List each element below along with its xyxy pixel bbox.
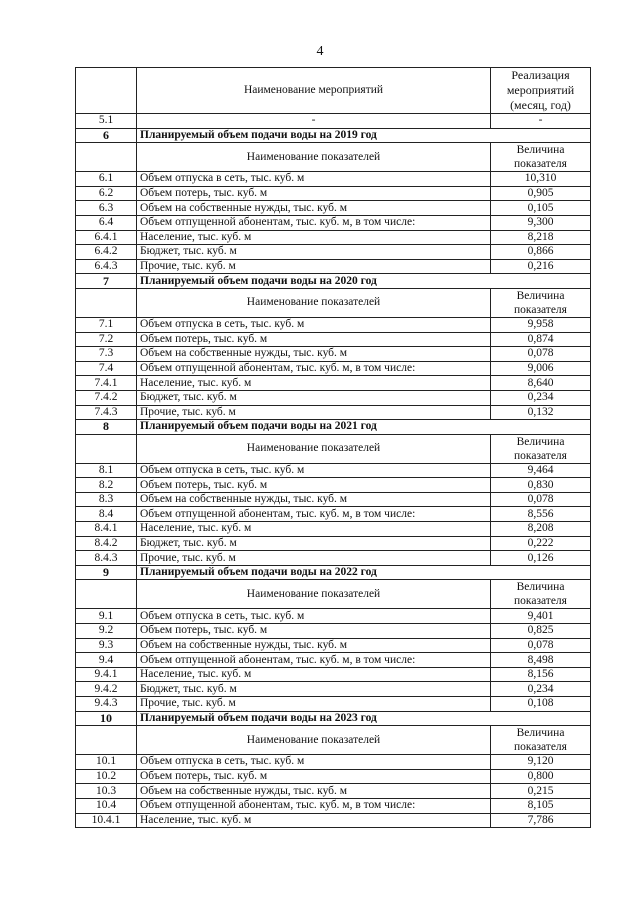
table-row <box>76 390 591 405</box>
row-num: 8.3 <box>76 492 137 507</box>
header-num-cell <box>76 68 137 114</box>
section-number: 7 <box>76 274 137 289</box>
indicator-header-num-cell <box>76 434 137 463</box>
table-row <box>76 813 591 828</box>
indicator-header-num-cell <box>76 580 137 609</box>
row-value: 8,105 <box>491 798 591 813</box>
row-num: 6.4.2 <box>76 245 137 260</box>
table-row <box>76 638 591 653</box>
section-title: Планируемый объем подачи воды на 2022 год <box>137 565 591 580</box>
row-num: 6.3 <box>76 201 137 216</box>
row-value: 0,126 <box>491 551 591 566</box>
row-num: 8.4.3 <box>76 551 137 566</box>
table-row <box>76 230 591 245</box>
row-name: Объем потерь, тыс. куб. м <box>137 186 491 201</box>
row-value: 9,464 <box>491 463 591 478</box>
indicator-header-name: Наименование показателей <box>137 288 491 317</box>
row-value: 0,215 <box>491 784 591 799</box>
row-name: Объем отпущенной абонентам, тыс. куб. м, в том числе: <box>137 653 491 668</box>
table-body <box>76 68 591 828</box>
row-name: Прочие, тыс. куб. м <box>137 259 491 274</box>
row-name: Объем на собственные нужды, тыс. куб. м <box>137 347 491 362</box>
row-value: 0,234 <box>491 682 591 697</box>
row-value: 0,800 <box>491 769 591 784</box>
row-name: Объем отпущенной абонентам, тыс. куб. м, в том числе: <box>137 215 491 230</box>
indicator-header-name: Наименование показателей <box>137 580 491 609</box>
row-value: 0,108 <box>491 697 591 712</box>
row-value: 0,105 <box>491 201 591 216</box>
section-title: Планируемый объем подачи воды на 2023 год <box>137 711 591 726</box>
table-row <box>76 463 591 478</box>
table-row <box>76 609 591 624</box>
row-name: - <box>137 114 491 129</box>
table-row <box>76 478 591 493</box>
row-num: 7.4.1 <box>76 376 137 391</box>
row-value: 9,958 <box>491 317 591 332</box>
table-row <box>76 653 591 668</box>
row-num: 8.2 <box>76 478 137 493</box>
indicator-header-name: Наименование показателей <box>137 726 491 755</box>
table-row <box>76 201 591 216</box>
row-value: 8,208 <box>491 522 591 537</box>
section-title-row <box>76 128 591 143</box>
row-num: 7.2 <box>76 332 137 347</box>
indicator-header-row <box>76 726 591 755</box>
row-value: 0,216 <box>491 259 591 274</box>
row-value: 0,825 <box>491 624 591 639</box>
row-num: 8.4.1 <box>76 522 137 537</box>
row-num: 7.3 <box>76 347 137 362</box>
row-num: 6.4.3 <box>76 259 137 274</box>
row-value: 9,401 <box>491 609 591 624</box>
row-value: - <box>491 114 591 129</box>
row-name: Прочие, тыс. куб. м <box>137 697 491 712</box>
row-value: 9,120 <box>491 755 591 770</box>
table-row <box>76 507 591 522</box>
section-number: 10 <box>76 711 137 726</box>
indicator-header-num-cell <box>76 288 137 317</box>
row-name: Население, тыс. куб. м <box>137 230 491 245</box>
section-number: 6 <box>76 128 137 143</box>
table-row <box>76 536 591 551</box>
row-num: 10.4 <box>76 798 137 813</box>
table-row <box>76 697 591 712</box>
table-row <box>76 784 591 799</box>
row-num: 6.4.1 <box>76 230 137 245</box>
row-value: 0,866 <box>491 245 591 260</box>
table-row <box>76 624 591 639</box>
table-row <box>76 755 591 770</box>
indicator-header-value: Величина показателя <box>491 726 591 755</box>
row-value: 8,498 <box>491 653 591 668</box>
row-name: Бюджет, тыс. куб. м <box>137 245 491 260</box>
row-name: Бюджет, тыс. куб. м <box>137 536 491 551</box>
row-value: 9,300 <box>491 215 591 230</box>
section-title: Планируемый объем подачи воды на 2021 год <box>137 420 591 435</box>
section-number: 9 <box>76 565 137 580</box>
row-name: Население, тыс. куб. м <box>137 376 491 391</box>
row-num: 10.1 <box>76 755 137 770</box>
row-num: 10.2 <box>76 769 137 784</box>
section-title-row <box>76 420 591 435</box>
table-row <box>76 186 591 201</box>
row-num: 9.4.1 <box>76 667 137 682</box>
row-value: 0,830 <box>491 478 591 493</box>
table-row <box>76 667 591 682</box>
indicator-header-row <box>76 143 591 172</box>
row-value: 0,905 <box>491 186 591 201</box>
row-num: 7.4.2 <box>76 390 137 405</box>
row-num: 6.4 <box>76 215 137 230</box>
row-value: 8,556 <box>491 507 591 522</box>
indicator-header-value: Величина показателя <box>491 143 591 172</box>
row-value: 8,218 <box>491 230 591 245</box>
row-value: 10,310 <box>491 172 591 187</box>
row-num: 9.4.3 <box>76 697 137 712</box>
table-row <box>76 798 591 813</box>
row-value: 8,156 <box>491 667 591 682</box>
row-value: 0,234 <box>491 390 591 405</box>
section-title: Планируемый объем подачи воды на 2019 год <box>137 128 591 143</box>
row-num: 9.4 <box>76 653 137 668</box>
row-value: 0,078 <box>491 492 591 507</box>
row-value: 0,132 <box>491 405 591 420</box>
row-name: Объем отпуска в сеть, тыс. куб. м <box>137 609 491 624</box>
row-name: Объем отпущенной абонентам, тыс. куб. м, в том числе: <box>137 361 491 376</box>
section-title-row <box>76 711 591 726</box>
row-num: 5.1 <box>76 114 137 129</box>
indicator-header-value: Величина показателя <box>491 580 591 609</box>
section-number: 8 <box>76 420 137 435</box>
row-value: 0,222 <box>491 536 591 551</box>
row-name: Население, тыс. куб. м <box>137 522 491 537</box>
row-name: Объем на собственные нужды, тыс. куб. м <box>137 492 491 507</box>
table-row <box>76 682 591 697</box>
header-name-cell: Наименование мероприятий <box>137 68 491 114</box>
row-name: Население, тыс. куб. м <box>137 813 491 828</box>
indicator-header-row <box>76 288 591 317</box>
indicator-header-num-cell <box>76 726 137 755</box>
table-row <box>76 114 591 129</box>
water-supply-table <box>75 67 591 828</box>
row-num: 9.1 <box>76 609 137 624</box>
table-header-row <box>76 68 591 114</box>
table-row <box>76 215 591 230</box>
row-name: Объем отпущенной абонентам, тыс. куб. м, в том числе: <box>137 507 491 522</box>
table-row <box>76 332 591 347</box>
row-name: Объем потерь, тыс. куб. м <box>137 478 491 493</box>
row-name: Прочие, тыс. куб. м <box>137 551 491 566</box>
row-name: Бюджет, тыс. куб. м <box>137 682 491 697</box>
table-row <box>76 347 591 362</box>
indicator-header-row <box>76 580 591 609</box>
row-num: 8.4 <box>76 507 137 522</box>
header-value-cell: Реализация мероприятий (месяц, год) <box>491 68 591 114</box>
row-value: 0,078 <box>491 347 591 362</box>
row-value: 8,640 <box>491 376 591 391</box>
table-row <box>76 376 591 391</box>
row-num: 10.3 <box>76 784 137 799</box>
row-name: Объем отпуска в сеть, тыс. куб. м <box>137 463 491 478</box>
row-num: 8.4.2 <box>76 536 137 551</box>
section-title: Планируемый объем подачи воды на 2020 год <box>137 274 591 289</box>
table-row <box>76 317 591 332</box>
table-row <box>76 551 591 566</box>
row-name: Объем на собственные нужды, тыс. куб. м <box>137 638 491 653</box>
table-row <box>76 492 591 507</box>
indicator-header-value: Величина показателя <box>491 288 591 317</box>
row-name: Объем отпущенной абонентам, тыс. куб. м, в том числе: <box>137 798 491 813</box>
row-num: 9.3 <box>76 638 137 653</box>
table-row <box>76 361 591 376</box>
row-name: Население, тыс. куб. м <box>137 667 491 682</box>
row-value: 0,874 <box>491 332 591 347</box>
table-row <box>76 769 591 784</box>
row-name: Объем отпуска в сеть, тыс. куб. м <box>137 755 491 770</box>
row-name: Объем потерь, тыс. куб. м <box>137 332 491 347</box>
table-row <box>76 522 591 537</box>
row-value: 9,006 <box>491 361 591 376</box>
row-num: 8.1 <box>76 463 137 478</box>
table-row <box>76 405 591 420</box>
row-name: Объем на собственные нужды, тыс. куб. м <box>137 201 491 216</box>
row-num: 10.4.1 <box>76 813 137 828</box>
row-name: Объем на собственные нужды, тыс. куб. м <box>137 784 491 799</box>
row-name: Бюджет, тыс. куб. м <box>137 390 491 405</box>
row-name: Объем отпуска в сеть, тыс. куб. м <box>137 317 491 332</box>
indicator-header-num-cell <box>76 143 137 172</box>
row-num: 7.4 <box>76 361 137 376</box>
row-name: Объем потерь, тыс. куб. м <box>137 624 491 639</box>
section-title-row <box>76 274 591 289</box>
table-row <box>76 259 591 274</box>
row-name: Прочие, тыс. куб. м <box>137 405 491 420</box>
section-title-row <box>76 565 591 580</box>
row-num: 6.2 <box>76 186 137 201</box>
page-number: 4 <box>316 44 324 59</box>
row-num: 7.4.3 <box>76 405 137 420</box>
row-name: Объем отпуска в сеть, тыс. куб. м <box>137 172 491 187</box>
row-value: 7,786 <box>491 813 591 828</box>
table-row <box>76 245 591 260</box>
table-row <box>76 172 591 187</box>
row-num: 6.1 <box>76 172 137 187</box>
row-value: 0,078 <box>491 638 591 653</box>
row-num: 9.4.2 <box>76 682 137 697</box>
indicator-header-row <box>76 434 591 463</box>
indicator-header-value: Величина показателя <box>491 434 591 463</box>
indicator-header-name: Наименование показателей <box>137 143 491 172</box>
row-name: Объем потерь, тыс. куб. м <box>137 769 491 784</box>
row-num: 9.2 <box>76 624 137 639</box>
indicator-header-name: Наименование показателей <box>137 434 491 463</box>
row-num: 7.1 <box>76 317 137 332</box>
